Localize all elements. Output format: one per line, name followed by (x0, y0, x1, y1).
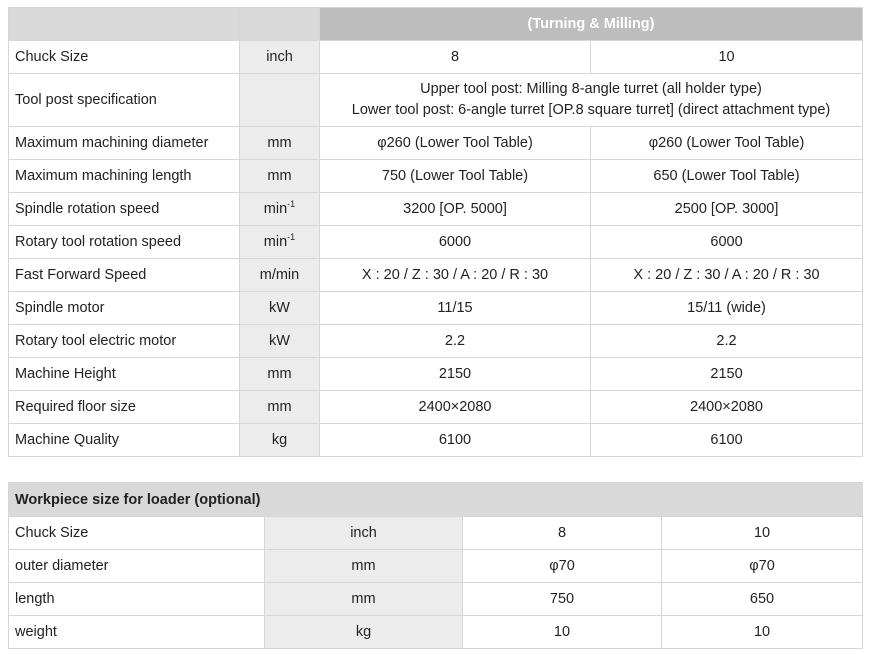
table-row (9, 292, 863, 325)
table-row (9, 127, 863, 160)
row-name: Chuck Size (9, 517, 265, 550)
row-name: Spindle rotation speed (9, 193, 240, 226)
row-unit: mm (240, 127, 320, 160)
table-row (9, 550, 863, 583)
row-unit: inch (240, 41, 320, 74)
row-unit (240, 193, 320, 226)
machine-spec-table (8, 7, 863, 457)
table-row (9, 226, 863, 259)
row-unit: m/min (240, 259, 320, 292)
spec-header-row (9, 8, 863, 41)
row-unit: mm (240, 391, 320, 424)
row-unit: kW (240, 292, 320, 325)
table-row (9, 424, 863, 457)
row-unit: mm (240, 358, 320, 391)
row-value-10inch: X : 20 / Z : 30 / A : 20 / R : 30 (591, 259, 863, 292)
row-unit: inch (265, 517, 463, 550)
table-row (9, 160, 863, 193)
lower-tool-post-text: Lower tool post: 6-angle turret [OP.8 square turret] (direct attachment type) (351, 102, 831, 118)
loader-workpiece-table (8, 482, 863, 649)
row-name: Fast Forward Speed (9, 259, 240, 292)
spec-header-title: (Turning & Milling) (320, 8, 863, 41)
row-value-8inch: 8 (463, 517, 662, 550)
table-row (9, 41, 863, 74)
row-value-8inch: X : 20 / Z : 30 / A : 20 / R : 30 (320, 259, 591, 292)
row-value-10inch: 650 (Lower Tool Table) (591, 160, 863, 193)
row-value-8inch: 6000 (320, 226, 591, 259)
table-row (9, 616, 863, 649)
row-value-10inch: φ260 (Lower Tool Table) (591, 127, 863, 160)
loader-header-row (9, 483, 863, 517)
row-value-10inch: 10 (662, 517, 863, 550)
row-value-8inch: 2.2 (320, 325, 591, 358)
table-row (9, 259, 863, 292)
row-unit: kg (265, 616, 463, 649)
row-value-10inch: 2500 [OP. 3000] (591, 193, 863, 226)
row-value-10inch: 6100 (591, 424, 863, 457)
table-row (9, 517, 863, 550)
row-value-10inch: 2.2 (591, 325, 863, 358)
row-value-8inch: 10 (463, 616, 662, 649)
unit-exponent: -1 (287, 199, 296, 210)
row-name: Tool post specification (9, 74, 240, 127)
row-value-8inch: 8 (320, 41, 591, 74)
row-unit: kg (240, 424, 320, 457)
table-row (9, 358, 863, 391)
header-blank-cell (9, 8, 240, 41)
row-value-8inch: 3200 [OP. 5000] (320, 193, 591, 226)
table-row (9, 325, 863, 358)
row-value-10inch: 15/11 (wide) (591, 292, 863, 325)
row-unit: kW (240, 325, 320, 358)
row-value-8inch: 6100 (320, 424, 591, 457)
unit-base: min (263, 234, 288, 250)
row-name: Maximum machining diameter (9, 127, 240, 160)
header-blank-cell (240, 8, 320, 41)
row-name: Machine Height (9, 358, 240, 391)
row-value-10inch: 2400×2080 (591, 391, 863, 424)
row-unit: mm (240, 160, 320, 193)
row-unit (240, 74, 320, 127)
row-name: Chuck Size (9, 41, 240, 74)
row-value-10inch: 2150 (591, 358, 863, 391)
unit-exponent: -1 (287, 232, 296, 243)
table-row (9, 74, 863, 127)
row-value-8inch: 750 (463, 583, 662, 616)
row-name: Required floor size (9, 391, 240, 424)
row-name: Rotary tool electric motor (9, 325, 240, 358)
row-name: Machine Quality (9, 424, 240, 457)
loader-table-title: Workpiece size for loader (optional) (9, 483, 863, 517)
table-row (9, 583, 863, 616)
row-name: length (9, 583, 265, 616)
table-row (9, 193, 863, 226)
row-value-10inch: 6000 (591, 226, 863, 259)
row-name: Rotary tool rotation speed (9, 226, 240, 259)
table-row (9, 391, 863, 424)
row-unit: mm (265, 583, 463, 616)
row-value-10inch: 10 (662, 616, 863, 649)
row-value-10inch: 650 (662, 583, 863, 616)
row-value-8inch: 11/15 (320, 292, 591, 325)
unit-base: min (263, 201, 288, 217)
row-value-8inch: φ260 (Lower Tool Table) (320, 127, 591, 160)
tool-post-spec-cell (320, 74, 863, 127)
row-value-10inch: φ70 (662, 550, 863, 583)
upper-tool-post-text: Upper tool post: Milling 8-angle turret (all holder type) (420, 81, 762, 97)
row-name: outer diameter (9, 550, 265, 583)
row-value-8inch: φ70 (463, 550, 662, 583)
row-name: Spindle motor (9, 292, 240, 325)
row-unit: mm (265, 550, 463, 583)
row-value-8inch: 2150 (320, 358, 591, 391)
row-value-8inch: 750 (Lower Tool Table) (320, 160, 591, 193)
row-value-8inch: 2400×2080 (320, 391, 591, 424)
row-unit (240, 226, 320, 259)
row-name: Maximum machining length (9, 160, 240, 193)
row-name: weight (9, 616, 265, 649)
row-value-10inch: 10 (591, 41, 863, 74)
